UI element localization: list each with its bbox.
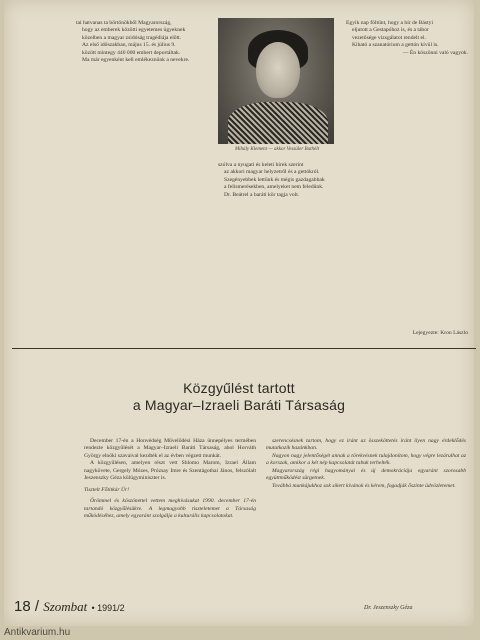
article-title-line1: Közgyűlést tartott	[183, 380, 295, 396]
article-col1-salutation: Tisztelt Főtitkár Úr!	[84, 486, 130, 493]
lejegyezte-credit: Lejegyezte: Kron Lászlo	[412, 330, 468, 336]
top-col3-para: eljutott a Gestapóhoz is, és a tábor	[352, 27, 429, 34]
article-col1-para: December 17-én a Honvédség Művelődési Háza ünnepélyes termében rendezte közgyűlését a Magyar–Izraeli Baráti Társaság, ahol Horváth György elnöki szavaival kezdték el az évben végzett munkát.	[84, 438, 256, 459]
article-col2-para: szerencsésnek tartom, hogy ez iránt az összeköttetés iránt ilyen nagy érdeklődés mutatkozik hazánkban.	[266, 438, 466, 452]
article-signature: Dr. Jeszenszky Géza	[364, 605, 413, 611]
article-col2-para: Továbbá munkájukhoz sok sikert kívánok és kérem, fogadják őszinte üdvözletemet.	[272, 482, 456, 489]
top-col2-para: szólva a nyugati és keleti hírek szerint	[218, 162, 304, 168]
site-watermark: Antikvarium.hu	[0, 626, 480, 640]
article-col1-para: A közgyűlésen, amelyen részt vett Shlomo Marom, Izrael Állam nagykövete, Gergely Mózes, Prózsay Imre és Szentágothai János, felszólalt Jeszenszky Géza külügyminiszter is.	[84, 460, 256, 482]
magazine-page	[4, 0, 474, 626]
top-col2-para: Szegényebbek lettünk és mégis gazdagabbak	[224, 176, 325, 183]
page-number: 18	[14, 598, 31, 615]
top-col3-para: — Én köszönni való vagyok.	[402, 49, 468, 56]
magazine-name: Szombat	[43, 599, 88, 614]
top-col3-para: Egyik nap föltűnt, hogy a hír de Bástyi	[346, 20, 434, 26]
issue-number: • 1991/2	[91, 603, 125, 613]
article-column-2	[266, 438, 466, 598]
top-col1-para: között mintegy 440 000 embert deportáltak.	[82, 49, 181, 56]
top-col2-para: az akkori magyar helyzetről és a gettókról.	[224, 169, 320, 176]
top-col1-para: hogy az emberek közötti egyetemes ügyeknek	[82, 27, 186, 34]
article-col1-para: Örömmel és köszönettel vettem meghívásukat 1990. december 17-én tartandó közgyűlésükre. A legmagyobb tiszteletemet a Társaság működéséhez, amely egyaránt szolgálja a kulturális kapcsolatokat.	[84, 498, 256, 520]
article-title-line2: a Magyar–Izraeli Baráti Társaság	[132, 397, 346, 413]
article-col2-para: Magyarország régi hagyományai és új demokráciája egyaránt szorosabb együttműködést sürgetnek.	[266, 467, 466, 482]
top-col3-para: vezetősége vizsgálatot rendelt el.	[352, 34, 426, 41]
top-col1-para: Az első időszakban, május 15. és július 9.	[82, 42, 176, 49]
top-column-2	[218, 162, 338, 342]
page-footer: 18 / Szombat • 1991/2	[14, 598, 125, 615]
top-col3-para: Kiható a szanatórium a gettón kívül is.	[352, 42, 439, 49]
article-col2-para: Nagyon nagy jelentőségét annak a törekvésnek tulajdonítom, hogy végre lezárulhat az a korszak, amikor a két nép kapcsolatát tabuk terhelték.	[266, 452, 466, 467]
top-column-3	[346, 20, 468, 320]
top-col1-para: Ma már egyenként kell emlékeznünk a nevekre.	[82, 57, 190, 64]
section-divider	[12, 348, 476, 349]
portrait-photo	[218, 18, 334, 144]
top-col2-para: Dr. Beátrel a baráti kör tagja volt.	[224, 191, 300, 198]
photo-caption: Mihály Klement — akkor Vessüler Bathélt	[234, 147, 319, 152]
top-col1-para: tai hatvanas ta börtönökből Magyarország,	[76, 20, 172, 26]
article-column-1	[84, 438, 256, 598]
top-col1-para: közelben a magyar zsidóság tragédiája előtt.	[82, 34, 182, 41]
top-col2-para: a felismerésekben, amelyeket nem feledünk.	[224, 184, 324, 191]
top-column-1	[76, 20, 208, 340]
